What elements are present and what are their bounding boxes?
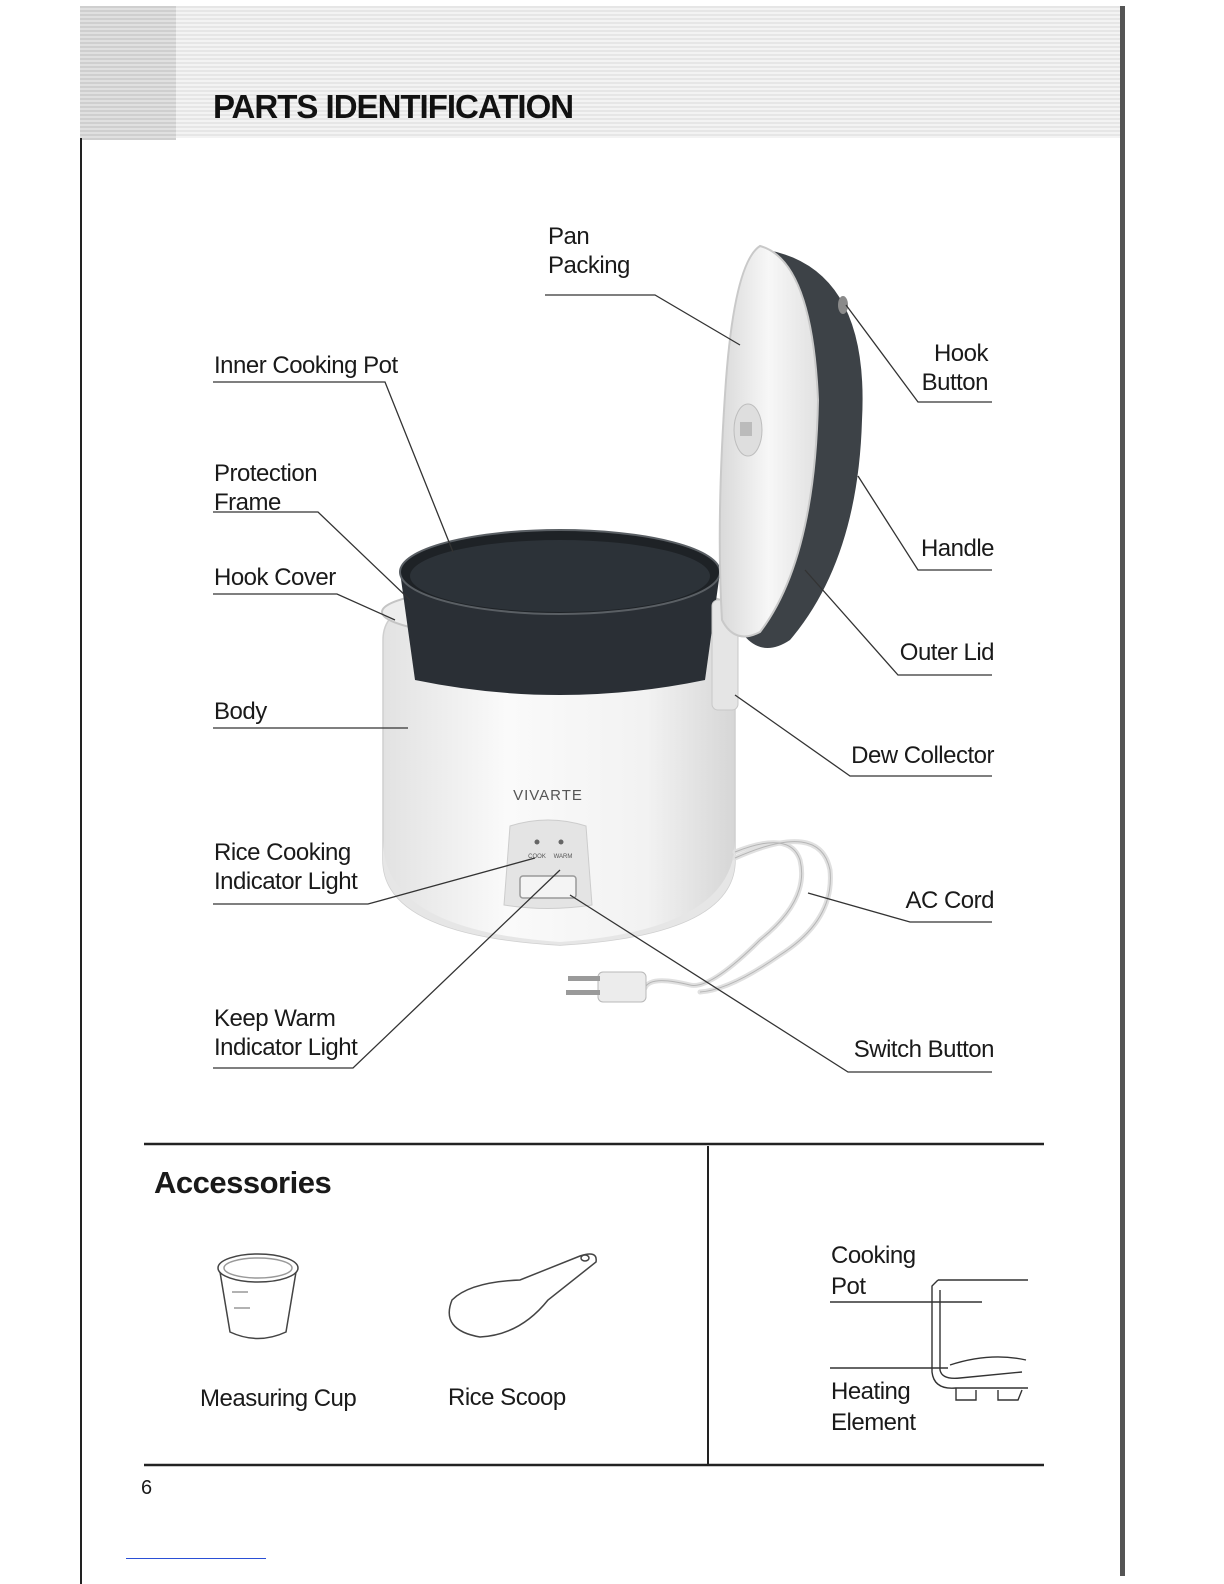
accessories-title: Accessories — [154, 1165, 332, 1200]
label-handle: Handle — [920, 535, 994, 562]
label-cooking-pot: Cooking Pot — [831, 1242, 916, 1300]
page-number: 6 — [141, 1477, 153, 1499]
label-protection-frame: Protection Frame — [214, 460, 318, 516]
label-pan-packing: Pan Packing — [548, 223, 630, 279]
footer-rule — [126, 1558, 266, 1559]
label-dew-collector: Dew Collector — [851, 742, 994, 769]
measuring-cup-icon — [218, 1254, 298, 1339]
label-outer-lid: Outer Lid — [899, 639, 994, 666]
label-measuring-cup: Measuring Cup — [200, 1385, 357, 1412]
label-body: Body — [214, 698, 267, 725]
label-switch-button: Switch Button — [853, 1036, 994, 1063]
label-inner-cooking-pot: Inner Cooking Pot — [214, 352, 398, 379]
label-heating-element: Heating Element — [831, 1378, 916, 1436]
label-hook-cover: Hook Cover — [214, 564, 336, 591]
label-rice-scoop: Rice Scoop — [448, 1384, 566, 1411]
page-title: PARTS IDENTIFICATION — [213, 88, 574, 125]
rice-scoop-icon — [449, 1254, 596, 1337]
warm-label: WARM — [553, 854, 573, 860]
label-keep-warm-indicator: Keep Warm Indicator Light — [214, 1005, 358, 1061]
label-hook-button: Hook Button — [921, 340, 988, 396]
label-rice-cooking-indicator: Rice Cooking Indicator Light — [214, 839, 358, 895]
cook-label: COOK — [528, 854, 546, 860]
brand-logo: VIVARTE — [513, 787, 583, 804]
label-ac-cord: AC Cord — [905, 887, 994, 914]
